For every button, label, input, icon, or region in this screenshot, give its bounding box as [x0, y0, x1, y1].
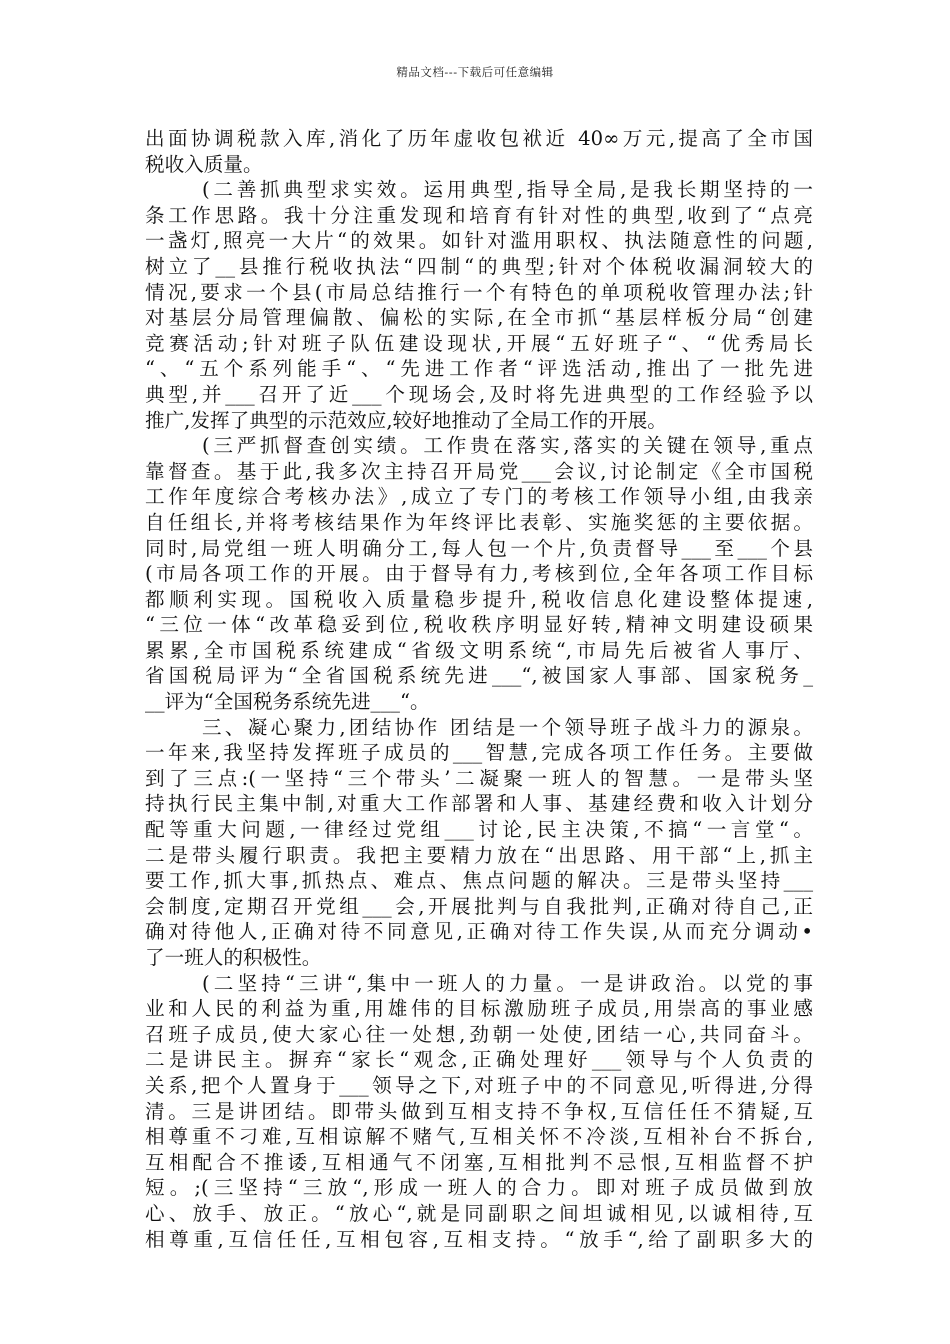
text-line: 二是讲民主。摒弃“家长“观念,正确处理好___领导与个人负责的 — [145, 1048, 813, 1072]
text-line: 了一班人的积极性。 — [145, 946, 322, 969]
text-line: 省国税局评为“全省国税系统先进___“,被国家人事部、国家税务_ — [145, 664, 813, 688]
text-line: 累累,全市国税系统建成“省级文明系统“,市局先后被省人事厅、 — [145, 638, 813, 662]
text-line: 关系,把个人置身于___领导之下,对班子中的不同意见,听得进,分得 — [145, 1073, 813, 1097]
text-line: 业和人民的利益为重,用雄伟的目标激励班子成员,用崇高的事业感 — [145, 997, 813, 1021]
text-line: (二坚持“三讲“,集中一班人的力量。一是讲政治。以党的事 — [202, 971, 813, 995]
text-line: 树立了__县推行税收执法“四制“的典型;针对个体税收漏洞较大的 — [145, 254, 813, 278]
text-line: 到了三点:(一坚持“三个带头’二凝聚一班人的智慧。一是带头坚 — [145, 766, 813, 790]
text-line: 召班子成员,使大家心往一处想,劲朝一处使,团结一心,共同奋斗。 — [145, 1022, 813, 1046]
text-line: 短。;(三坚持“三放“,形成一班人的合力。即对班子成员做到放 — [145, 1176, 813, 1200]
text-line: 竞赛活动;针对班子队伍建设现状,开展“五好班子“、“优秀局长 — [145, 331, 813, 355]
text-line: 出面协调税款入库,消化了历年虚收包袱近 40∞万元,提高了全市国 — [145, 127, 813, 150]
text-line: 对基层分局管理偏散、偏松的实际,在全市抓“基层样板分局“创建 — [145, 306, 813, 330]
text-line: 一年来,我坚持发挥班子成员的___智慧,完成各项工作任务。主要做 — [145, 741, 813, 765]
document-body — [145, 126, 813, 1252]
text-line: “、“五个系列能手“、“先进工作者“评选活动,推出了一批先进 — [145, 357, 813, 381]
text-line: 相尊重,互信任任,互相包容,互相支持。“放手“,给了副职多大的 — [145, 1227, 813, 1251]
text-line: 推广,发挥了典型的示范效应,较好地推动了全局工作的开展。 — [145, 408, 667, 432]
text-line: 自任组长,并将考核结果作为年终评比表彰、实施奖惩的主要依据。 — [145, 510, 813, 534]
text-line: 二是带头履行职责。我把主要精力放在“出思路、用干部“上,抓主 — [145, 843, 813, 867]
text-line: (三严抓督查创实绩。工作贵在落实,落实的关键在领导,重点 — [202, 434, 813, 458]
text-line: “三位一体“改革稳妥到位,税收秩序明显好转,精神文明建设硕果 — [145, 613, 813, 637]
text-line: 相尊重不刁难,互相谅解不赌气,互相关怀不冷淡,互相补台不拆台, — [145, 1125, 813, 1149]
text-line: 典型,并___召开了近___个现场会,及时将先进典型的工作经验予以 — [145, 382, 813, 406]
text-line: 同时,局党组一班人明确分工,每人包一个片,负责督导___至___个县 — [145, 536, 813, 560]
text-line: __评为“全国税务系统先进___“。 — [145, 690, 430, 714]
text-line: 要工作,抓大事,抓热点、难点、焦点问题的解决。三是带头坚持___ — [145, 869, 813, 893]
text-line: 靠督查。基于此,我多次主持召开局党___会议,讨论制定《全市国税 — [145, 459, 813, 483]
text-line: 条工作思路。我十分注重发现和培育有针对性的典型,收到了“点亮 — [145, 203, 813, 227]
text-line: 会制度,定期召开党组___会,开展批判与自我批判,正确对待自己,正 — [145, 894, 813, 918]
text-line: 心、放手、放正。“放心“,就是同副职之间坦诚相见,以诚相待,互 — [145, 1201, 813, 1225]
text-line: 持执行民主集中制,对重大工作部署和人事、基建经费和收入计划分 — [145, 792, 813, 816]
text-line: 情况,要求一个县(市局总结推行一个有特色的单项税收管理办法;针 — [145, 280, 813, 304]
text-line: 都顺利实现。国税收入质量稳步提升,税收信息化建设整体提速, — [145, 587, 813, 611]
text-line: 税收入质量。 — [145, 152, 263, 176]
text-line: 三、凝心聚力,团结协作 团结是一个领导班子战斗力的源泉。 — [202, 715, 813, 739]
text-line: 一盏灯,照亮一大片“的效果。如针对滥用职权、执法随意性的问题, — [145, 229, 813, 253]
text-line: 确对待他人,正确对待不同意见,正确对待工作失误,从而充分调动• — [145, 920, 813, 944]
text-line: 清。三是讲团结。即带头做到互相支持不争权,互信任任不猜疑,互 — [145, 1099, 813, 1123]
text-line: 工作年度综合考核办法》,成立了专门的考核工作领导小组,由我亲 — [145, 485, 813, 509]
text-line: 配等重大问题,一律经过党组___讨论,民主决策,不搞“一言堂“。 — [145, 818, 813, 842]
text-line: (市局各项工作的开展。由于督导有力,考核到位,全年各项工作目标 — [145, 562, 813, 586]
text-line: (二善抓典型求实效。运用典型,指导全局,是我长期坚持的一 — [202, 178, 813, 202]
text-line: 互相配合不推诿,互相通气不闭塞,互相批判不忌恨,互相监督不护 — [145, 1150, 813, 1174]
page-header: 精品文档---下载后可任意编辑 — [396, 65, 554, 79]
